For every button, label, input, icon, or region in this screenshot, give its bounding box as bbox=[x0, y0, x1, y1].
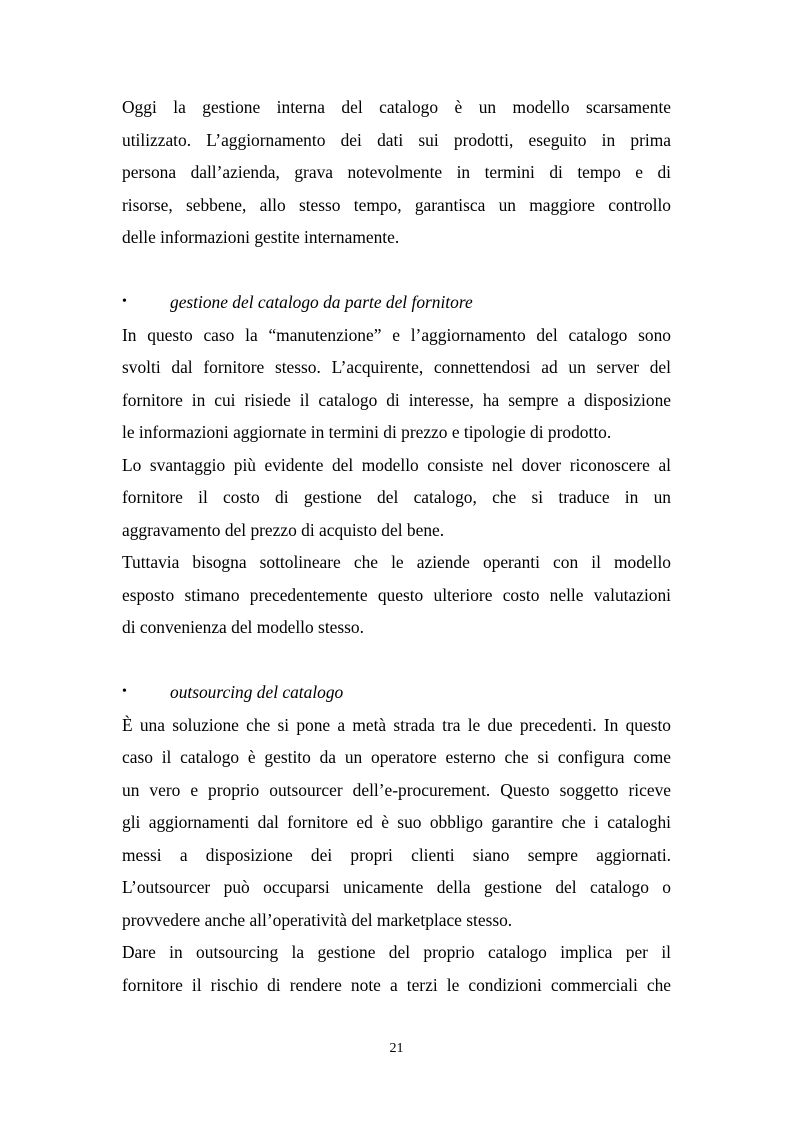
section-heading-supplier bbox=[122, 286, 671, 319]
text-line: È una soluzione che si pone a metà strada tra le due precedenti. In questo bbox=[122, 714, 671, 735]
text-line: svolti dal fornitore stesso. L’acquirente, connettendosi ad un server del bbox=[122, 357, 671, 377]
text-line: persona dall’azienda, grava notevolmente in termini di tempo e di bbox=[122, 162, 671, 182]
text-line: Oggi la gestione interna del catalogo è un modello scarsamente bbox=[122, 97, 671, 117]
page-number: 21 bbox=[389, 1041, 404, 1056]
text-line: L’outsourcer può occuparsi unicamente della gestione del catalogo o bbox=[122, 877, 671, 897]
bullet-icon: • bbox=[122, 294, 127, 309]
text-line: un vero e proprio outsourcer dell’e-procurement. Questo soggetto riceve bbox=[122, 779, 671, 800]
paragraph-intro bbox=[122, 91, 671, 254]
text-line: Tuttavia bisogna sottolineare che le aziende operanti con il modello bbox=[122, 552, 671, 572]
section-heading-text: gestione del catalogo da parte del fornitore bbox=[170, 292, 473, 312]
section-heading-text: outsourcing del catalogo bbox=[170, 682, 344, 702]
paragraph-supplier-c bbox=[122, 546, 671, 644]
text-line: delle informazioni gestite internamente. bbox=[122, 227, 400, 247]
text-line: gli aggiornamenti dal fornitore ed è suo obbligo garantire che i cataloghi bbox=[122, 812, 671, 832]
paragraph-outsourcing-b bbox=[122, 936, 671, 1001]
section-heading-outsourcing bbox=[122, 676, 671, 709]
text-line: esposto stimano precedentemente questo ulteriore costo nelle valutazioni bbox=[122, 584, 671, 605]
text-line: In questo caso la “manutenzione” e l’aggiornamento del catalogo sono bbox=[122, 324, 671, 345]
text-line: utilizzato. L’aggiornamento dei dati sui prodotti, eseguito in prima bbox=[122, 129, 671, 150]
bullet-icon: • bbox=[122, 684, 127, 699]
text-line: di convenienza del modello stesso. bbox=[122, 617, 364, 637]
text-line: fornitore il rischio di rendere note a terzi le condizioni commerciali che bbox=[122, 974, 671, 995]
page-body bbox=[122, 91, 671, 1001]
text-line: aggravamento del prezzo di acquisto del bene. bbox=[122, 519, 445, 540]
text-line: risorse, sebbene, allo stesso tempo, garantisca un maggiore controllo bbox=[122, 194, 671, 215]
text-line: le informazioni aggiornate in termini di prezzo e tipologie di prodotto. bbox=[122, 422, 612, 442]
paragraph-outsourcing-a bbox=[122, 709, 671, 937]
text-line: messi a disposizione dei propri clienti siano sempre aggiornati. bbox=[122, 844, 671, 865]
paragraph-supplier-b bbox=[122, 449, 671, 547]
text-line: fornitore in cui risiede il catalogo di interesse, ha sempre a disposizione bbox=[122, 389, 671, 410]
text-line: caso il catalogo è gestito da un operatore esterno che si configura come bbox=[122, 747, 671, 767]
text-line: Lo svantaggio più evidente del modello consiste nel dover riconoscere al bbox=[122, 454, 671, 475]
text-line: provvedere anche all’operatività del marketplace stesso. bbox=[122, 909, 513, 930]
text-line: Dare in outsourcing la gestione del proprio catalogo implica per il bbox=[122, 942, 671, 962]
paragraph-supplier-a bbox=[122, 319, 671, 449]
text-line: fornitore il costo di gestione del catalogo, che si traduce in un bbox=[122, 487, 671, 507]
